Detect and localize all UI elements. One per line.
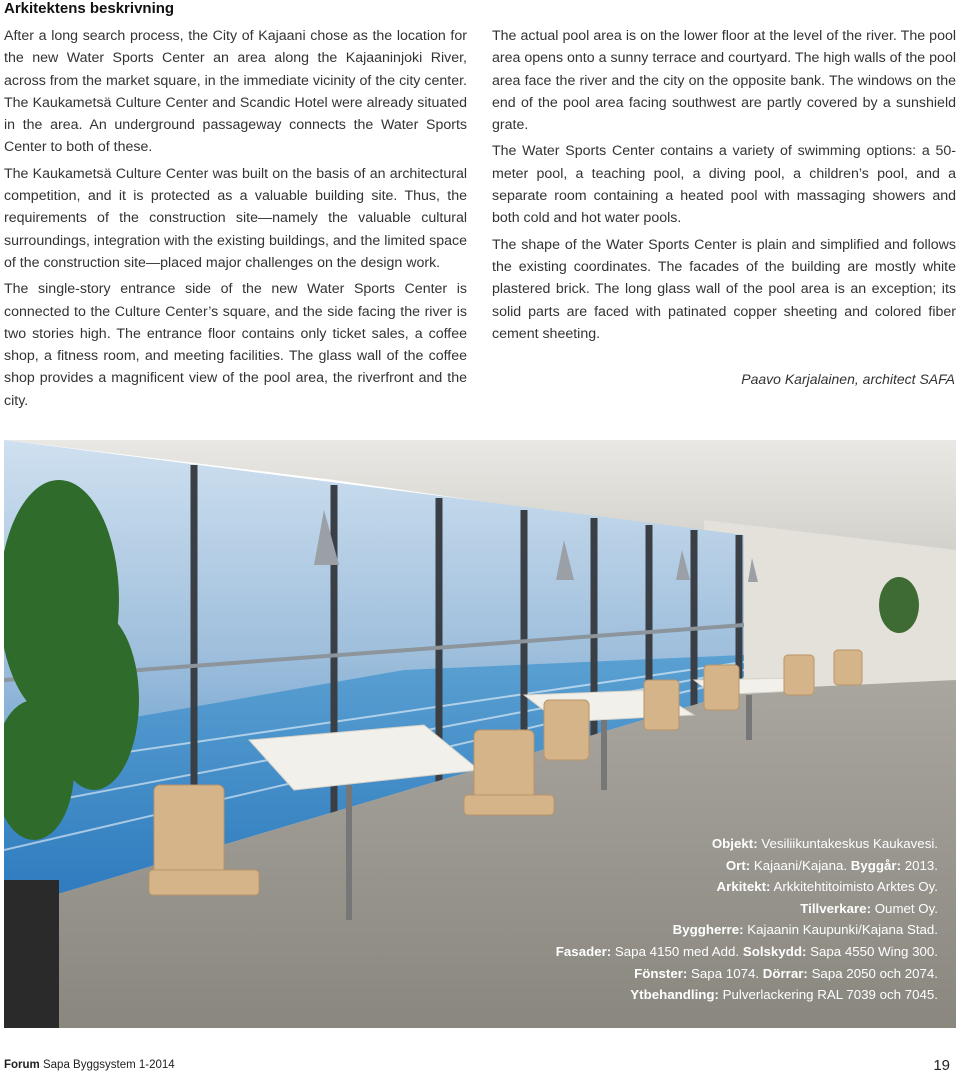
- caption-value: Oumet Oy.: [874, 900, 938, 916]
- section-heading: Arkitektens beskrivning: [4, 0, 175, 17]
- caption-label: Objekt:: [711, 836, 758, 851]
- caption-value: Sapa 2050 och 2074.: [811, 965, 938, 981]
- caption-row-fasader: [556, 941, 938, 963]
- caption-row-ytbehandling: [556, 984, 938, 1006]
- paragraph: The shape of the Water Sports Center is plain and simplified and follows the existing coordinates. The facades of the building are mostly white plastered brick. The long glass wall of the pool area is an exception; its solid parts are faced with patinated copper sheeting and colored fiber cement sheeting.: [492, 236, 956, 342]
- caption-row-fonster: [556, 963, 938, 985]
- right-text-column: [492, 25, 956, 349]
- paragraph: The single-story entrance side of the new Water Sports Center is connected to the Culture Center’s square, and the side facing the river is two stories high. The entrance floor contains only ticket sales, a coffee shop, a fitness room, and meeting facilities. The glass wall of the coffee shop provides a magnificent view of the pool area, the riverfront and the city.: [4, 281, 467, 409]
- paragraph: The actual pool area is on the lower floor at the level of the river. The pool area opens onto a sunny terrace and courtyard. The high walls of the pool area face the river and the city on the opposite bank. The windows on the end of the pool area facing southwest are partly covered by a sunshield grate.: [492, 28, 956, 134]
- caption-value: 2013.: [904, 857, 938, 873]
- caption-label: Ytbehandling:: [630, 987, 719, 1003]
- page-footer: [4, 1059, 175, 1071]
- caption-value: Kajaanin Kaupunki/Kajana Stad.: [747, 922, 938, 938]
- caption-row-objekt: [556, 833, 938, 855]
- author-signature: Paavo Karjalainen, architect SAFA: [741, 371, 955, 387]
- caption-label: Byggherre:: [672, 922, 744, 938]
- caption-label: Fasader:: [555, 943, 612, 959]
- paragraph: The Water Sports Center contains a variety of swimming options: a 50-meter pool, a teaching pool, a diving pool, a children’s pool, and a separate room containing a heated pool with massaging showers and both cold and hot water pools.: [492, 143, 956, 227]
- footer-brand: Forum: [4, 1059, 40, 1071]
- left-text-column: [4, 25, 467, 416]
- caption-label: Byggår:: [850, 857, 902, 873]
- caption-value: Arkkitehtitoimisto Arktes Oy.: [773, 879, 938, 895]
- footer-publication: Sapa Byggsystem 1-2014: [42, 1059, 175, 1071]
- caption-value: Sapa 1074.: [691, 965, 760, 981]
- caption-label: Dörrar:: [762, 965, 808, 981]
- page-number: 19: [933, 1057, 950, 1074]
- caption-label: Ort:: [725, 857, 751, 873]
- caption-value: Vesiliikuntakeskus Kaukavesi.: [761, 836, 938, 851]
- caption-value: Sapa 4550 Wing 300.: [810, 943, 938, 959]
- caption-value: Kajaani/Kajana.: [753, 857, 848, 873]
- caption-label: Arkitekt:: [716, 879, 771, 895]
- caption-row-arkitekt: [556, 876, 938, 898]
- caption-row-ort-byggar: [556, 855, 938, 877]
- caption-row-tillverkare: [556, 898, 938, 920]
- caption-label: Fönster:: [634, 965, 688, 981]
- paragraph: The Kaukametsä Culture Center was built on the basis of an architectural competition, and it is protected as a valuable building site. Thus, the requirements of the construction site—namely the valuable cultural surroundings, integration with the existing buildings, and the limited space of the construction site—placed major challenges on the design work.: [4, 165, 467, 271]
- caption-row-byggherre: [556, 919, 938, 941]
- caption-label: Tillverkare:: [800, 900, 871, 916]
- project-facts-caption: [556, 833, 938, 1006]
- paragraph: After a long search process, the City of Kajaani chose as the location for the new Water Sports Center an area along the Kajaaninjoki River, across from the market square, in the immediate vicinity of the city center. The Kaukametsä Culture Center and Scandic Hotel were already situated in the area. An underground passageway connects the Water Sports Center to both of these.: [4, 28, 467, 156]
- caption-label: Solskydd:: [742, 943, 807, 959]
- caption-value: Sapa 4150 med Add.: [614, 943, 740, 959]
- caption-value: Pulverlackering RAL 7039 och 7045.: [722, 987, 938, 1003]
